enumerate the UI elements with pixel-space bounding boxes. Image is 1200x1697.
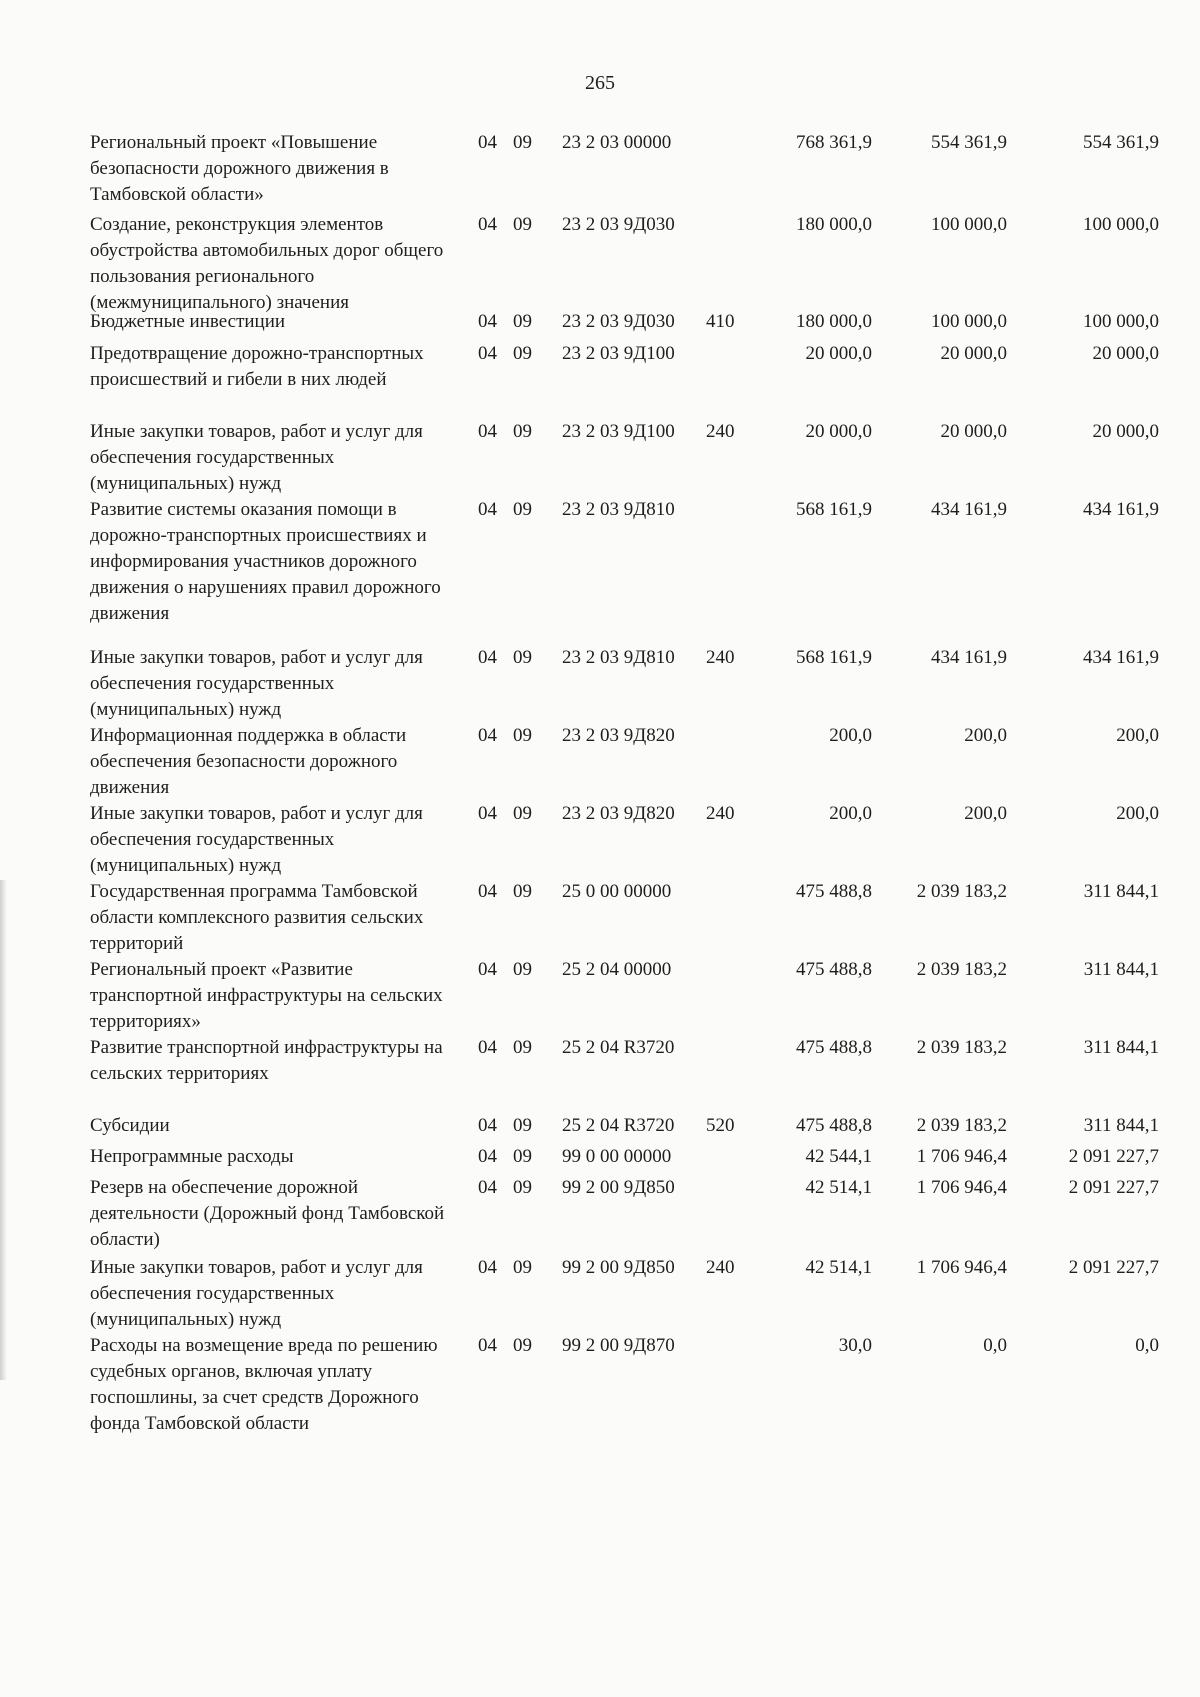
row-target-article: 99 0 00 00000 bbox=[562, 1146, 672, 1167]
row-amount-year-3: 2 091 227,7 bbox=[1068, 1257, 1159, 1278]
row-amount-year-3: 311 844,1 bbox=[1083, 959, 1159, 980]
row-name: Субсидии bbox=[90, 1115, 170, 1136]
row-amount-year-3: 2 091 227,7 bbox=[1068, 1177, 1159, 1198]
row-amount-year-2: 100 000,0 bbox=[931, 214, 1007, 235]
table-row bbox=[90, 723, 1170, 801]
row-subsection: 09 bbox=[513, 725, 532, 746]
row-amount-year-1: 475 488,8 bbox=[796, 1115, 872, 1136]
row-amount-year-2: 1 706 946,4 bbox=[916, 1146, 1007, 1167]
row-target-article: 99 2 00 9Д870 bbox=[562, 1335, 675, 1356]
row-amount-year-3: 311 844,1 bbox=[1083, 1037, 1159, 1058]
row-amount-year-3: 100 000,0 bbox=[1083, 214, 1159, 235]
row-target-article: 23 2 03 9Д100 bbox=[562, 421, 675, 442]
row-amount-year-1: 475 488,8 bbox=[796, 959, 872, 980]
row-subsection: 09 bbox=[513, 499, 532, 520]
row-section: 04 bbox=[478, 1177, 497, 1198]
table-row bbox=[90, 212, 1170, 316]
row-subsection: 09 bbox=[513, 803, 532, 824]
row-amount-year-2: 1 706 946,4 bbox=[916, 1177, 1007, 1198]
table-row bbox=[90, 879, 1170, 957]
row-amount-year-3: 20 000,0 bbox=[1092, 421, 1159, 442]
row-amount-year-2: 200,0 bbox=[964, 725, 1007, 746]
row-amount-year-3: 311 844,1 bbox=[1083, 881, 1159, 902]
row-target-article: 23 2 03 9Д100 bbox=[562, 343, 675, 364]
row-name: Бюджетные инвестиции bbox=[90, 311, 286, 332]
row-name: Государственная программа Тамбовской области комплексного развития сельских территорий bbox=[90, 881, 424, 954]
row-amount-year-1: 768 361,9 bbox=[796, 132, 872, 153]
row-amount-year-1: 568 161,9 bbox=[796, 499, 872, 520]
table-row bbox=[90, 1144, 1170, 1170]
row-expense-type: 410 bbox=[706, 311, 735, 332]
row-amount-year-1: 42 544,1 bbox=[805, 1146, 872, 1167]
row-subsection: 09 bbox=[513, 311, 532, 332]
scan-edge-shadow bbox=[0, 880, 7, 1380]
row-name: Иные закупки товаров, работ и услуг для обеспечения государственных (муниципальных) нужд bbox=[90, 1257, 423, 1330]
row-expense-type: 520 bbox=[706, 1115, 735, 1136]
table-row bbox=[90, 1035, 1170, 1087]
row-name: Развитие транспортной инфраструктуры на сельских территориях bbox=[90, 1037, 443, 1084]
row-subsection: 09 bbox=[513, 214, 532, 235]
row-amount-year-3: 200,0 bbox=[1116, 803, 1159, 824]
row-target-article: 23 2 03 00000 bbox=[562, 132, 672, 153]
row-amount-year-2: 1 706 946,4 bbox=[916, 1257, 1007, 1278]
row-subsection: 09 bbox=[513, 1146, 532, 1167]
table-row bbox=[90, 1175, 1170, 1253]
row-section: 04 bbox=[478, 959, 497, 980]
row-subsection: 09 bbox=[513, 1257, 532, 1278]
row-section: 04 bbox=[478, 499, 497, 520]
row-target-article: 23 2 03 9Д030 bbox=[562, 214, 675, 235]
table-row bbox=[90, 1333, 1170, 1437]
row-subsection: 09 bbox=[513, 1115, 532, 1136]
row-target-article: 23 2 03 9Д820 bbox=[562, 803, 675, 824]
row-target-article: 23 2 03 9Д820 bbox=[562, 725, 675, 746]
row-amount-year-3: 200,0 bbox=[1116, 725, 1159, 746]
row-target-article: 25 2 04 R3720 bbox=[562, 1115, 675, 1136]
table-row bbox=[90, 309, 1170, 335]
row-subsection: 09 bbox=[513, 647, 532, 668]
row-subsection: 09 bbox=[513, 421, 532, 442]
row-amount-year-3: 434 161,9 bbox=[1083, 499, 1159, 520]
row-section: 04 bbox=[478, 421, 497, 442]
row-subsection: 09 bbox=[513, 1177, 532, 1198]
row-amount-year-2: 2 039 183,2 bbox=[916, 959, 1007, 980]
row-target-article: 23 2 03 9Д810 bbox=[562, 499, 675, 520]
row-target-article: 23 2 03 9Д810 bbox=[562, 647, 675, 668]
row-amount-year-3: 554 361,9 bbox=[1083, 132, 1159, 153]
row-target-article: 25 2 04 00000 bbox=[562, 959, 672, 980]
row-amount-year-2: 554 361,9 bbox=[931, 132, 1007, 153]
row-name: Региональный проект «Повышение безопасности дорожного движения в Тамбовской области» bbox=[90, 132, 389, 205]
row-amount-year-1: 20 000,0 bbox=[805, 421, 872, 442]
row-target-article: 25 2 04 R3720 bbox=[562, 1037, 675, 1058]
row-subsection: 09 bbox=[513, 881, 532, 902]
row-amount-year-1: 180 000,0 bbox=[796, 214, 872, 235]
row-name: Иные закупки товаров, работ и услуг для обеспечения государственных (муниципальных) нужд bbox=[90, 421, 423, 494]
row-amount-year-2: 200,0 bbox=[964, 803, 1007, 824]
row-expense-type: 240 bbox=[706, 421, 735, 442]
row-amount-year-2: 20 000,0 bbox=[940, 343, 1007, 364]
row-amount-year-2: 100 000,0 bbox=[931, 311, 1007, 332]
row-name: Иные закупки товаров, работ и услуг для обеспечения государственных (муниципальных) нужд bbox=[90, 803, 423, 876]
row-amount-year-3: 20 000,0 bbox=[1092, 343, 1159, 364]
row-target-article: 99 2 00 9Д850 bbox=[562, 1257, 675, 1278]
row-amount-year-3: 100 000,0 bbox=[1083, 311, 1159, 332]
row-amount-year-1: 42 514,1 bbox=[805, 1257, 872, 1278]
row-name: Информационная поддержка в области обеспечения безопасности дорожного движения bbox=[90, 725, 407, 798]
row-amount-year-1: 475 488,8 bbox=[796, 1037, 872, 1058]
table-row bbox=[90, 419, 1170, 497]
row-amount-year-1: 30,0 bbox=[838, 1335, 872, 1356]
row-name: Расходы на возмещение вреда по решению судебных органов, включая уплату госпошлины, за счет средств Дорожного фонда Тамбовской области bbox=[90, 1335, 438, 1434]
row-target-article: 23 2 03 9Д030 bbox=[562, 311, 675, 332]
table-row bbox=[90, 801, 1170, 879]
row-amount-year-1: 20 000,0 bbox=[805, 343, 872, 364]
row-amount-year-2: 0,0 bbox=[983, 1335, 1007, 1356]
row-section: 04 bbox=[478, 214, 497, 235]
row-amount-year-1: 180 000,0 bbox=[796, 311, 872, 332]
row-section: 04 bbox=[478, 881, 497, 902]
row-subsection: 09 bbox=[513, 1335, 532, 1356]
row-amount-year-1: 200,0 bbox=[829, 725, 872, 746]
row-amount-year-2: 2 039 183,2 bbox=[916, 1037, 1007, 1058]
row-subsection: 09 bbox=[513, 1037, 532, 1058]
row-name: Резерв на обеспечение дорожной деятельности (Дорожный фонд Тамбовской области) bbox=[90, 1177, 445, 1250]
row-name: Иные закупки товаров, работ и услуг для обеспечения государственных (муниципальных) нужд bbox=[90, 647, 423, 720]
row-section: 04 bbox=[478, 647, 497, 668]
row-amount-year-2: 2 039 183,2 bbox=[916, 881, 1007, 902]
row-target-article: 99 2 00 9Д850 bbox=[562, 1177, 675, 1198]
table-row bbox=[90, 341, 1170, 393]
row-name: Развитие системы оказания помощи в дорожно-транспортных происшествиях и информирования участников дорожного движения о нарушениях правил дорожного движения bbox=[90, 499, 441, 624]
row-section: 04 bbox=[478, 1335, 497, 1356]
row-section: 04 bbox=[478, 725, 497, 746]
row-section: 04 bbox=[478, 803, 497, 824]
row-section: 04 bbox=[478, 1115, 497, 1136]
table-row bbox=[90, 1255, 1170, 1333]
row-amount-year-1: 42 514,1 bbox=[805, 1177, 872, 1198]
row-target-article: 25 0 00 00000 bbox=[562, 881, 672, 902]
row-expense-type: 240 bbox=[706, 647, 735, 668]
row-section: 04 bbox=[478, 311, 497, 332]
row-section: 04 bbox=[478, 1037, 497, 1058]
row-expense-type: 240 bbox=[706, 803, 735, 824]
row-subsection: 09 bbox=[513, 132, 532, 153]
row-name: Региональный проект «Развитие транспортной инфраструктуры на сельских территориях» bbox=[90, 959, 443, 1032]
row-section: 04 bbox=[478, 132, 497, 153]
row-amount-year-3: 434 161,9 bbox=[1083, 647, 1159, 668]
row-amount-year-1: 475 488,8 bbox=[796, 881, 872, 902]
row-amount-year-1: 568 161,9 bbox=[796, 647, 872, 668]
table-row bbox=[90, 645, 1170, 723]
row-name: Предотвращение дорожно-транспортных происшествий и гибели в них людей bbox=[90, 343, 424, 390]
table-row bbox=[90, 130, 1170, 208]
row-subsection: 09 bbox=[513, 343, 532, 364]
row-amount-year-2: 20 000,0 bbox=[940, 421, 1007, 442]
row-expense-type: 240 bbox=[706, 1257, 735, 1278]
row-name: Непрограммные расходы bbox=[90, 1146, 294, 1167]
row-amount-year-2: 2 039 183,2 bbox=[916, 1115, 1007, 1136]
row-amount-year-3: 311 844,1 bbox=[1083, 1115, 1159, 1136]
row-subsection: 09 bbox=[513, 959, 532, 980]
table-row bbox=[90, 1113, 1170, 1139]
page-number: 265 bbox=[585, 72, 615, 94]
row-amount-year-1: 200,0 bbox=[829, 803, 872, 824]
row-amount-year-3: 2 091 227,7 bbox=[1068, 1146, 1159, 1167]
row-amount-year-3: 0,0 bbox=[1135, 1335, 1159, 1356]
table-row bbox=[90, 957, 1170, 1035]
row-amount-year-2: 434 161,9 bbox=[931, 499, 1007, 520]
row-section: 04 bbox=[478, 1146, 497, 1167]
row-name: Создание, реконструкция элементов обустройства автомобильных дорог общего пользования регионального (межмуниципального) значения bbox=[90, 214, 444, 313]
row-section: 04 bbox=[478, 1257, 497, 1278]
table-row bbox=[90, 497, 1170, 627]
row-amount-year-2: 434 161,9 bbox=[931, 647, 1007, 668]
row-section: 04 bbox=[478, 343, 497, 364]
